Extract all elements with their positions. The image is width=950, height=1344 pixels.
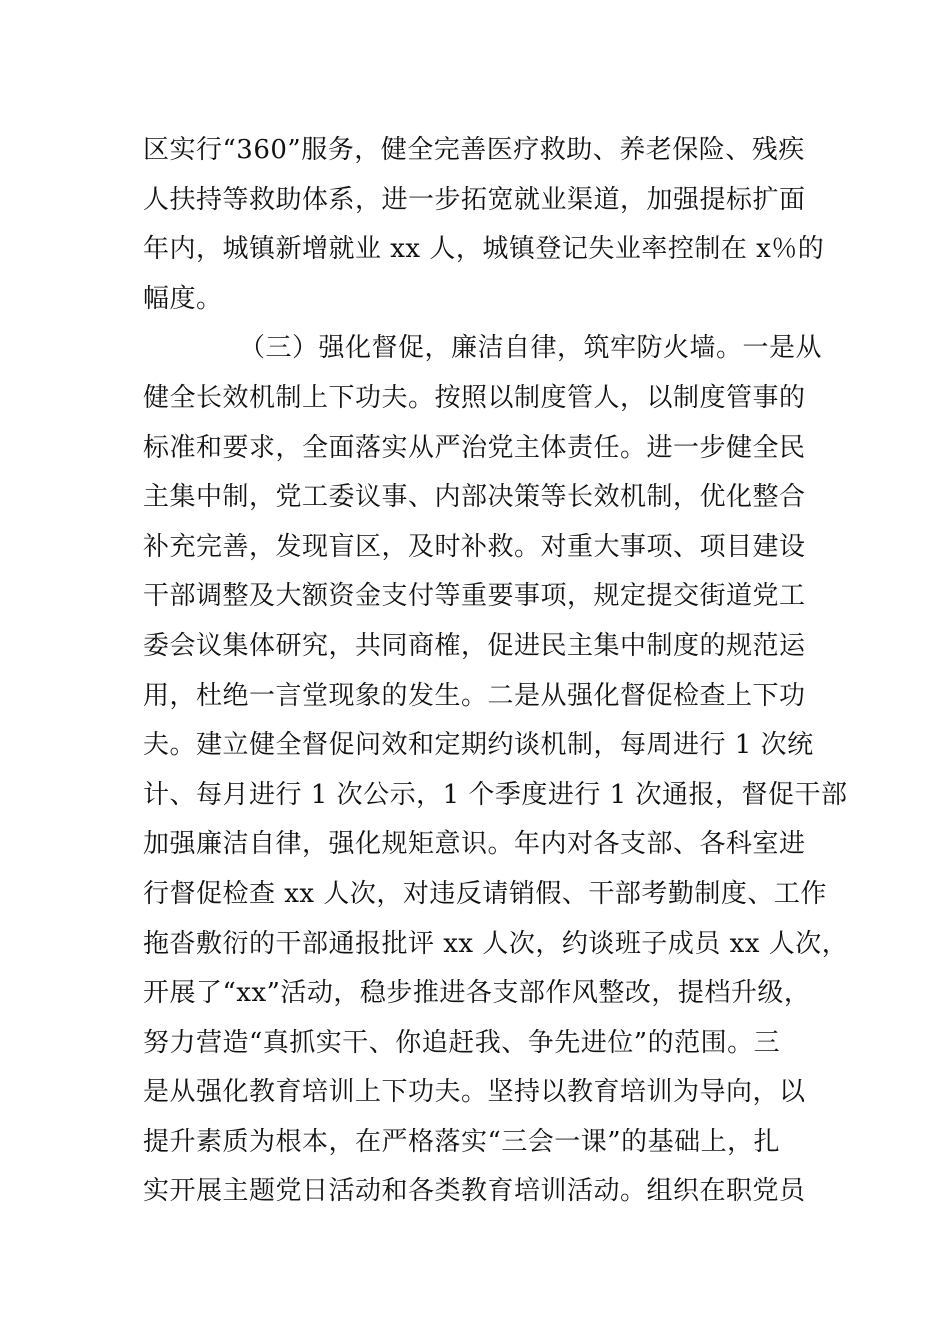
text-line: 开展了“xx”活动，稳步推进各支部作风整改，提档升级， [143,978,811,1009]
text-line: 用，杜绝一言堂现象的发生。二是从强化督促检查上下功 [143,680,806,711]
section-heading-line: （三）强化督促，廉洁自律，筑牢防火墙。一是从 [239,333,823,364]
text-line: 行督促检查 xx 人次，对违反请销假、干部考勤制度、工作 [143,878,827,909]
text-line: 拖沓敷衍的干部通报批评 xx 人次，约谈班子成员 xx 人次， [143,928,849,959]
text-line: 人扶持等救助体系，进一步拓宽就业渠道，加强提标扩面 [143,184,806,215]
text-line: 干部调整及大额资金支付等重要事项，规定提交街道党工 [143,581,806,612]
text-line: 标准和要求，全面落实从严治党主体责任。进一步健全民 [143,432,806,463]
text-line: 计、每月进行 1 次公示，1 个季度进行 1 次通报，督促干部 [143,779,848,810]
text-line: 实开展主题党日活动和各类教育培训活动。组织在职党员 [143,1176,806,1207]
text-line: 主集中制，党工委议事、内部决策等长效机制，优化整合 [143,482,806,513]
text-line: 提升素质为根本，在严格落实“三会一课”的基础上，扎 [143,1126,781,1157]
text-line: 区实行“360”服务，健全完善医疗救助、养老保险、残疾 [143,135,805,165]
body-text [143,126,849,1217]
text-line: 努力营造“真抓实干、你追赶我、争先进位”的范围。三 [143,1027,781,1058]
text-line: 健全长效机制上下功夫。按照以制度管人，以制度管事的 [143,382,806,413]
text-line: 年内，城镇新增就业 xx 人，城镇登记失业率控制在 x％的 [143,234,825,265]
text-line: 补充完善，发现盲区，及时补救。对重大事项、项目建设 [143,531,806,562]
text-line: 委会议集体研究，共同商榷，促进民主集中制度的规范运 [143,630,806,661]
text-line: 加强廉洁自律，强化规矩意识。年内对各支部、各科室进 [143,829,806,860]
text-line: 幅度。 [143,283,223,314]
text-line: 夫。建立健全督促问效和定期约谈机制，每周进行 1 次统 [143,730,814,761]
text-line: 是从强化教育培训上下功夫。坚持以教育培训为导向，以 [143,1077,806,1108]
